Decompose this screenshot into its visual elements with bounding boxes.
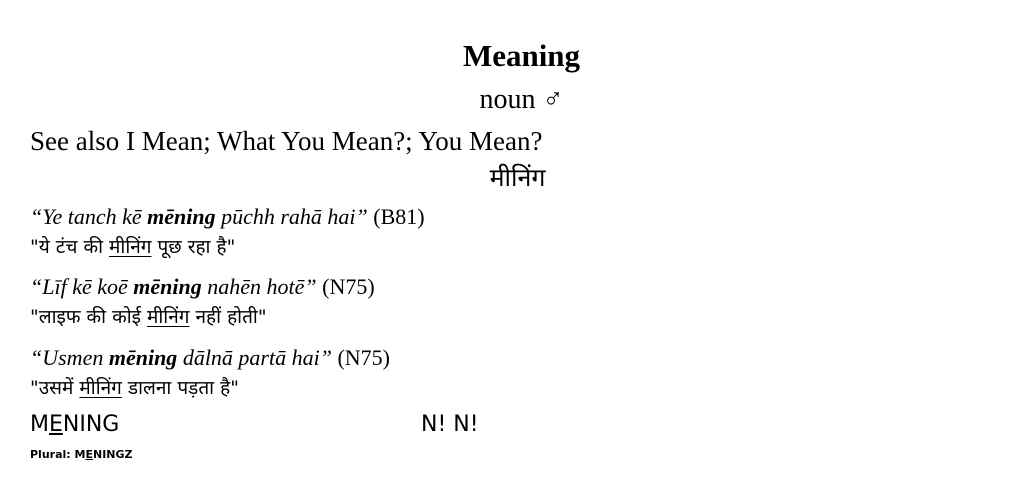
example-text: “Ye tanch kē	[30, 204, 148, 229]
caption-macron-letter: E	[48, 412, 63, 437]
example-roman	[30, 204, 425, 230]
caption-letters: NING	[62, 412, 120, 437]
example-keyword: मीनिंग	[109, 236, 152, 258]
part-of-speech: noun ♂	[479, 84, 564, 115]
example-devanagari	[30, 233, 235, 259]
example-text: नहीं होती"	[189, 306, 267, 328]
example-keyword: mēning	[147, 204, 216, 229]
example-keyword: मीनिंग	[79, 377, 122, 399]
example-source: (N75)	[316, 274, 375, 299]
example-devanagari	[30, 374, 239, 400]
caption-gender: N! N!	[421, 412, 479, 437]
example-source: (N75)	[331, 345, 390, 370]
example-text: pūchh rahā hai”	[215, 204, 368, 229]
example-text: “Līf kē koē	[30, 274, 134, 299]
example-devanagari	[30, 303, 267, 329]
see-also-line: See also I Mean; What You Mean?; You Mean?	[30, 126, 543, 156]
example-keyword: mēning	[108, 345, 178, 370]
example-roman	[30, 274, 375, 300]
example-text: डालना पड़ता है"	[121, 377, 239, 399]
example-source: (B81)	[367, 204, 425, 229]
example-text: "लाइफ की कोई	[30, 306, 147, 328]
example-text: “Usmen	[30, 345, 109, 370]
plural-macron-letter: E	[85, 448, 93, 461]
example-text: "उसमें	[30, 377, 80, 399]
plural-rest: NINGZ	[92, 448, 133, 461]
example-roman	[30, 345, 390, 371]
caption-word	[30, 412, 119, 437]
example-text: पूछ रहा है"	[151, 236, 236, 258]
hindi-headword: मीनिंग	[489, 163, 546, 192]
caption-letter: M	[30, 412, 49, 437]
plural-note	[30, 448, 133, 461]
example-text: nahēn hotē”	[201, 274, 317, 299]
example-keyword: mēning	[133, 274, 202, 299]
example-keyword: मीनिंग	[147, 306, 190, 328]
plural-prefix: Plural: M	[30, 448, 86, 461]
example-text: "ये टंच की	[30, 236, 110, 258]
example-text: dālnā partā hai”	[177, 345, 332, 370]
headword-title: Meaning	[462, 38, 581, 73]
